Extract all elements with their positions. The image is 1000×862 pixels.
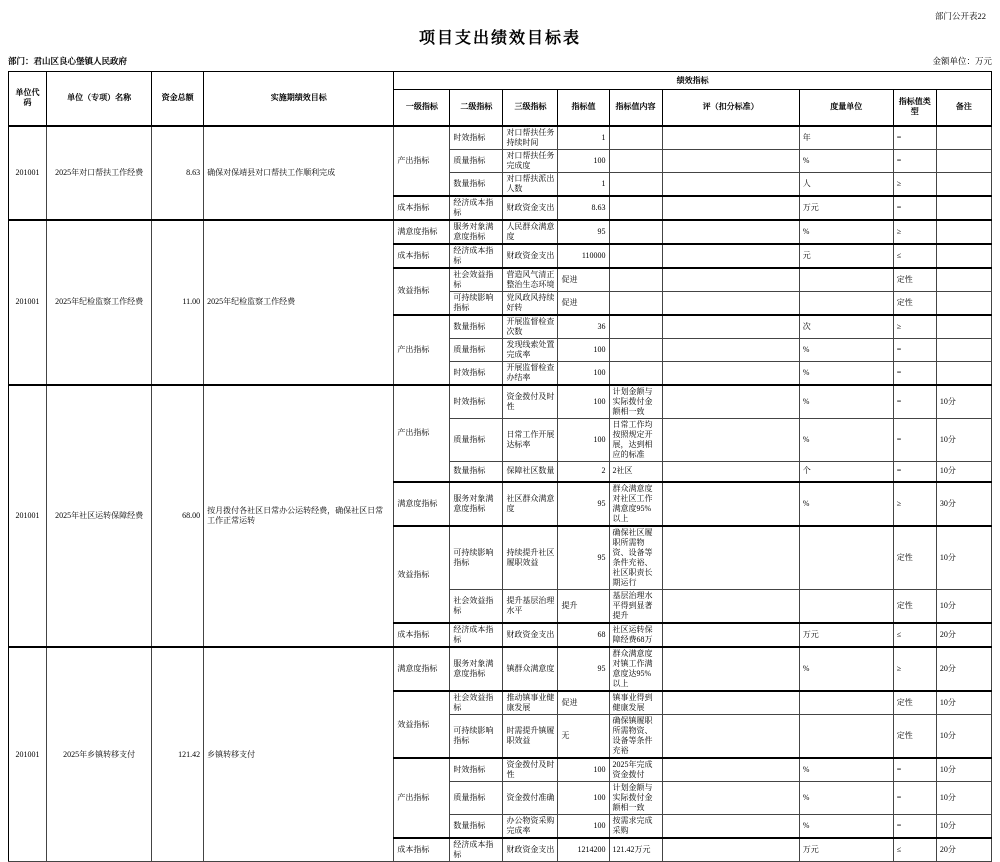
level1-cell: 成本指标 bbox=[394, 838, 450, 862]
type-cell: ≤ bbox=[893, 244, 936, 268]
value-cell: 1 bbox=[558, 126, 609, 150]
level2-cell: 数量指标 bbox=[450, 461, 503, 482]
value-cell: 1214200 bbox=[558, 838, 609, 862]
unit-code-cell: 201001 bbox=[9, 647, 47, 862]
level2-cell: 质量指标 bbox=[450, 338, 503, 361]
content-cell bbox=[609, 149, 662, 172]
level3-cell: 开展监督检查次数 bbox=[503, 315, 558, 339]
note-cell bbox=[936, 172, 991, 196]
type-cell: = bbox=[893, 196, 936, 220]
level2-cell: 经济成本指标 bbox=[450, 838, 503, 862]
level3-cell: 推动镇事业健康发展 bbox=[503, 691, 558, 715]
content-cell bbox=[609, 338, 662, 361]
header-amount: 资金总额 bbox=[152, 72, 204, 126]
unit-name-cell: 2025年对口帮扶工作经费 bbox=[47, 126, 152, 220]
level1-cell: 满意度指标 bbox=[394, 647, 450, 691]
type-cell: = bbox=[893, 461, 936, 482]
review-cell bbox=[662, 291, 799, 315]
level3-cell: 持续提升社区履职效益 bbox=[503, 526, 558, 590]
level2-cell: 时效指标 bbox=[450, 361, 503, 385]
header-row-1 bbox=[9, 72, 992, 90]
level3-cell: 资金拨付及时性 bbox=[503, 758, 558, 782]
value-cell: 促进 bbox=[558, 268, 609, 292]
value-cell: 95 bbox=[558, 647, 609, 691]
note-cell bbox=[936, 220, 991, 244]
level1-cell: 效益指标 bbox=[394, 526, 450, 623]
review-cell bbox=[662, 220, 799, 244]
header-perf-group: 绩效指标 bbox=[394, 72, 992, 90]
level1-cell: 成本指标 bbox=[394, 196, 450, 220]
content-cell bbox=[609, 244, 662, 268]
unit-code-cell: 201001 bbox=[9, 385, 47, 648]
type-cell: ≤ bbox=[893, 838, 936, 862]
level2-cell: 可持续影响指标 bbox=[450, 526, 503, 590]
value-cell: 无 bbox=[558, 715, 609, 759]
review-cell bbox=[662, 526, 799, 590]
type-cell: = bbox=[893, 149, 936, 172]
level2-cell: 可持续影响指标 bbox=[450, 715, 503, 759]
header-value-type: 指标值类型 bbox=[893, 90, 936, 126]
unit-measure-cell: % bbox=[799, 758, 893, 782]
unit-code-cell: 201001 bbox=[9, 126, 47, 220]
level1-cell: 满意度指标 bbox=[394, 482, 450, 526]
page-title: 项目支出绩效目标表 bbox=[418, 30, 581, 47]
header-value: 指标值 bbox=[558, 90, 609, 126]
amount-cell: 11.00 bbox=[152, 220, 204, 385]
note-cell bbox=[936, 268, 991, 292]
note-cell bbox=[936, 315, 991, 339]
review-cell bbox=[662, 647, 799, 691]
review-cell bbox=[662, 196, 799, 220]
unit-measure-cell: % bbox=[799, 782, 893, 815]
content-cell: 2社区 bbox=[609, 461, 662, 482]
level1-cell: 成本指标 bbox=[394, 244, 450, 268]
amount-cell: 8.63 bbox=[152, 126, 204, 220]
content-cell: 确保社区履职所需物资、设备等条件充裕、社区职责长期运行 bbox=[609, 526, 662, 590]
note-cell bbox=[936, 361, 991, 385]
corner-label: 部门公开表22 bbox=[934, 11, 986, 21]
level3-cell: 对口帮扶任务持续时间 bbox=[503, 126, 558, 150]
level3-cell: 对口帮扶派出人数 bbox=[503, 172, 558, 196]
type-cell: 定性 bbox=[893, 590, 936, 624]
amount-cell: 121.42 bbox=[152, 647, 204, 862]
type-cell: = bbox=[893, 815, 936, 839]
value-cell: 95 bbox=[558, 526, 609, 590]
content-cell bbox=[609, 268, 662, 292]
review-cell bbox=[662, 126, 799, 150]
content-cell: 基层治理水平得到显著提升 bbox=[609, 590, 662, 624]
type-cell: = bbox=[893, 418, 936, 461]
content-cell bbox=[609, 172, 662, 196]
level2-cell: 服务对象满意度指标 bbox=[450, 482, 503, 526]
type-cell: ≥ bbox=[893, 220, 936, 244]
unit-measure-cell: 年 bbox=[799, 126, 893, 150]
content-cell: 镇事业得到健康发展 bbox=[609, 691, 662, 715]
value-cell: 100 bbox=[558, 338, 609, 361]
level3-cell: 开展监督检查办结率 bbox=[503, 361, 558, 385]
value-cell: 100 bbox=[558, 758, 609, 782]
note-cell: 20分 bbox=[936, 838, 991, 862]
level2-cell: 社会效益指标 bbox=[450, 268, 503, 292]
value-cell: 95 bbox=[558, 482, 609, 526]
level1-cell: 产出指标 bbox=[394, 758, 450, 838]
unit-measure-cell: % bbox=[799, 149, 893, 172]
level2-cell: 质量指标 bbox=[450, 418, 503, 461]
header-goal: 实施期绩效目标 bbox=[204, 72, 394, 126]
value-cell: 促进 bbox=[558, 291, 609, 315]
type-cell: ≥ bbox=[893, 482, 936, 526]
note-cell: 10分 bbox=[936, 590, 991, 624]
level3-cell: 保障社区数量 bbox=[503, 461, 558, 482]
level2-cell: 数量指标 bbox=[450, 172, 503, 196]
type-cell: 定性 bbox=[893, 268, 936, 292]
note-cell bbox=[936, 291, 991, 315]
review-cell bbox=[662, 338, 799, 361]
level2-cell: 经济成本指标 bbox=[450, 244, 503, 268]
amount-unit-label: 金额单位：万元 bbox=[932, 56, 992, 66]
note-cell: 10分 bbox=[936, 815, 991, 839]
unit-measure-cell: % bbox=[799, 220, 893, 244]
unit-measure-cell: % bbox=[799, 338, 893, 361]
value-cell: 100 bbox=[558, 361, 609, 385]
note-cell bbox=[936, 244, 991, 268]
type-cell: = bbox=[893, 758, 936, 782]
level2-cell: 经济成本指标 bbox=[450, 196, 503, 220]
review-cell bbox=[662, 758, 799, 782]
review-cell bbox=[662, 623, 799, 647]
note-cell: 10分 bbox=[936, 461, 991, 482]
level1-cell: 成本指标 bbox=[394, 623, 450, 647]
level3-cell: 日常工作开展达标率 bbox=[503, 418, 558, 461]
table-row bbox=[9, 220, 992, 244]
review-cell bbox=[662, 590, 799, 624]
content-cell: 群众满意度对镇工作满意度达95%以上 bbox=[609, 647, 662, 691]
note-cell: 20分 bbox=[936, 647, 991, 691]
note-cell: 10分 bbox=[936, 758, 991, 782]
performance-target-table bbox=[8, 71, 992, 862]
review-cell bbox=[662, 715, 799, 759]
unit-measure-cell bbox=[799, 526, 893, 590]
level2-cell: 数量指标 bbox=[450, 815, 503, 839]
note-cell: 10分 bbox=[936, 526, 991, 590]
unit-measure-cell: 万元 bbox=[799, 623, 893, 647]
type-cell: = bbox=[893, 385, 936, 419]
goal-cell: 2025年纪检监察工作经费 bbox=[204, 220, 394, 385]
level1-cell: 效益指标 bbox=[394, 691, 450, 758]
unit-measure-cell bbox=[799, 590, 893, 624]
value-cell: 36 bbox=[558, 315, 609, 339]
review-cell bbox=[662, 838, 799, 862]
type-cell: 定性 bbox=[893, 526, 936, 590]
level3-cell: 资金拨付准确 bbox=[503, 782, 558, 815]
level2-cell: 数量指标 bbox=[450, 315, 503, 339]
level2-cell: 服务对象满意度指标 bbox=[450, 220, 503, 244]
type-cell: 定性 bbox=[893, 691, 936, 715]
level3-cell: 对口帮扶任务完成度 bbox=[503, 149, 558, 172]
note-cell: 10分 bbox=[936, 715, 991, 759]
header-note: 备注 bbox=[936, 90, 991, 126]
level2-cell: 社会效益指标 bbox=[450, 590, 503, 624]
unit-name-cell: 2025年纪检监察工作经费 bbox=[47, 220, 152, 385]
value-cell: 提升 bbox=[558, 590, 609, 624]
content-cell: 121.42万元 bbox=[609, 838, 662, 862]
level2-cell: 社会效益指标 bbox=[450, 691, 503, 715]
review-cell bbox=[662, 172, 799, 196]
level3-cell: 党风政风持续好转 bbox=[503, 291, 558, 315]
level2-cell: 经济成本指标 bbox=[450, 623, 503, 647]
content-cell bbox=[609, 220, 662, 244]
unit-measure-cell: % bbox=[799, 482, 893, 526]
type-cell: = bbox=[893, 126, 936, 150]
level3-cell: 财政资金支出 bbox=[503, 838, 558, 862]
type-cell: ≥ bbox=[893, 172, 936, 196]
review-cell bbox=[662, 691, 799, 715]
content-cell: 群众满意度对社区工作满意度95%以上 bbox=[609, 482, 662, 526]
type-cell: = bbox=[893, 361, 936, 385]
content-cell: 社区运转保障经费68万 bbox=[609, 623, 662, 647]
unit-measure-cell: % bbox=[799, 647, 893, 691]
unit-measure-cell: % bbox=[799, 418, 893, 461]
review-cell bbox=[662, 385, 799, 419]
unit-measure-cell: % bbox=[799, 385, 893, 419]
value-cell: 促进 bbox=[558, 691, 609, 715]
value-cell: 100 bbox=[558, 782, 609, 815]
header-review: 评（扣分标准） bbox=[662, 90, 799, 126]
type-cell: = bbox=[893, 338, 936, 361]
content-cell: 计划金额与实际拨付金额相一致 bbox=[609, 385, 662, 419]
value-cell: 100 bbox=[558, 385, 609, 419]
level2-cell: 时效指标 bbox=[450, 385, 503, 419]
content-cell: 计划金额与实际拨付金额相一致 bbox=[609, 782, 662, 815]
level2-cell: 服务对象满意度指标 bbox=[450, 647, 503, 691]
table-body bbox=[9, 126, 992, 862]
header-measure-unit: 度量单位 bbox=[799, 90, 893, 126]
level1-cell: 效益指标 bbox=[394, 268, 450, 315]
level3-cell: 财政资金支出 bbox=[503, 244, 558, 268]
value-cell: 100 bbox=[558, 149, 609, 172]
unit-measure-cell bbox=[799, 715, 893, 759]
content-cell: 2025年完成资金拨付 bbox=[609, 758, 662, 782]
amount-cell: 68.00 bbox=[152, 385, 204, 648]
note-cell bbox=[936, 338, 991, 361]
level3-cell: 资金拨付及时性 bbox=[503, 385, 558, 419]
level3-cell: 镇群众满意度 bbox=[503, 647, 558, 691]
level2-cell: 时效指标 bbox=[450, 126, 503, 150]
type-cell: 定性 bbox=[893, 291, 936, 315]
table-row bbox=[9, 126, 992, 150]
unit-measure-cell: 万元 bbox=[799, 838, 893, 862]
value-cell: 8.63 bbox=[558, 196, 609, 220]
review-cell bbox=[662, 461, 799, 482]
note-cell bbox=[936, 149, 991, 172]
type-cell: ≤ bbox=[893, 623, 936, 647]
note-cell: 20分 bbox=[936, 623, 991, 647]
department-label: 部门：君山区良心堡镇人民政府 bbox=[8, 56, 128, 66]
table-row bbox=[9, 385, 992, 419]
unit-measure-cell: % bbox=[799, 361, 893, 385]
header-unit-name: 单位（专项）名称 bbox=[47, 72, 152, 126]
type-cell: = bbox=[893, 782, 936, 815]
type-cell: ≥ bbox=[893, 315, 936, 339]
level1-cell: 满意度指标 bbox=[394, 220, 450, 244]
review-cell bbox=[662, 782, 799, 815]
level3-cell: 时需提升镇履职效益 bbox=[503, 715, 558, 759]
goal-cell: 乡镇转移支付 bbox=[204, 647, 394, 862]
review-cell bbox=[662, 268, 799, 292]
table-row bbox=[9, 647, 992, 691]
unit-measure-cell bbox=[799, 268, 893, 292]
unit-measure-cell: 个 bbox=[799, 461, 893, 482]
content-cell: 日常工作均按照规定开展，达到相应的标准 bbox=[609, 418, 662, 461]
value-cell: 110000 bbox=[558, 244, 609, 268]
review-cell bbox=[662, 149, 799, 172]
content-cell bbox=[609, 291, 662, 315]
meta-row bbox=[8, 55, 992, 67]
level3-cell: 提升基层治理水平 bbox=[503, 590, 558, 624]
level1-cell: 产出指标 bbox=[394, 385, 450, 483]
level3-cell: 财政资金支出 bbox=[503, 196, 558, 220]
review-cell bbox=[662, 315, 799, 339]
value-cell: 95 bbox=[558, 220, 609, 244]
unit-code-cell: 201001 bbox=[9, 220, 47, 385]
goal-cell: 按月拨付各社区日常办公运转经费，确保社区日常工作正常运转 bbox=[204, 385, 394, 648]
goal-cell: 确保对保靖县对口帮扶工作顺利完成 bbox=[204, 126, 394, 220]
unit-measure-cell: 元 bbox=[799, 244, 893, 268]
table-header bbox=[9, 72, 992, 126]
unit-measure-cell: 万元 bbox=[799, 196, 893, 220]
review-cell bbox=[662, 815, 799, 839]
level2-cell: 可持续影响指标 bbox=[450, 291, 503, 315]
level2-cell: 时效指标 bbox=[450, 758, 503, 782]
unit-name-cell: 2025年社区运转保障经费 bbox=[47, 385, 152, 648]
header-level1: 一级指标 bbox=[394, 90, 450, 126]
level2-cell: 质量指标 bbox=[450, 149, 503, 172]
value-cell: 1 bbox=[558, 172, 609, 196]
content-cell bbox=[609, 361, 662, 385]
note-cell bbox=[936, 126, 991, 150]
content-cell bbox=[609, 196, 662, 220]
header-level2: 二级指标 bbox=[450, 90, 503, 126]
level1-cell: 产出指标 bbox=[394, 126, 450, 196]
type-cell: ≥ bbox=[893, 647, 936, 691]
content-cell bbox=[609, 126, 662, 150]
note-cell: 10分 bbox=[936, 691, 991, 715]
level3-cell: 营造风气清正整治生态环境 bbox=[503, 268, 558, 292]
header-unit-code: 单位代码 bbox=[9, 72, 47, 126]
value-cell: 100 bbox=[558, 815, 609, 839]
level3-cell: 办公物资采购完成率 bbox=[503, 815, 558, 839]
unit-name-cell: 2025年乡镇转移支付 bbox=[47, 647, 152, 862]
unit-measure-cell: 次 bbox=[799, 315, 893, 339]
unit-measure-cell: % bbox=[799, 815, 893, 839]
level2-cell: 质量指标 bbox=[450, 782, 503, 815]
content-cell: 按需求完成采购 bbox=[609, 815, 662, 839]
level3-cell: 社区群众满意度 bbox=[503, 482, 558, 526]
level3-cell: 人民群众满意度 bbox=[503, 220, 558, 244]
type-cell: 定性 bbox=[893, 715, 936, 759]
header-level3: 三级指标 bbox=[503, 90, 558, 126]
note-cell: 10分 bbox=[936, 385, 991, 419]
content-cell bbox=[609, 315, 662, 339]
review-cell bbox=[662, 244, 799, 268]
value-cell: 2 bbox=[558, 461, 609, 482]
level1-cell: 产出指标 bbox=[394, 315, 450, 385]
review-cell bbox=[662, 482, 799, 526]
unit-measure-cell bbox=[799, 691, 893, 715]
note-cell: 10分 bbox=[936, 418, 991, 461]
unit-measure-cell bbox=[799, 291, 893, 315]
note-cell bbox=[936, 196, 991, 220]
unit-measure-cell: 人 bbox=[799, 172, 893, 196]
review-cell bbox=[662, 418, 799, 461]
note-cell: 10分 bbox=[936, 782, 991, 815]
review-cell bbox=[662, 361, 799, 385]
level3-cell: 财政资金支出 bbox=[503, 623, 558, 647]
header-value-content: 指标值内容 bbox=[609, 90, 662, 126]
value-cell: 68 bbox=[558, 623, 609, 647]
value-cell: 100 bbox=[558, 418, 609, 461]
content-cell: 确保镇履职所需物资、设备等条件充裕 bbox=[609, 715, 662, 759]
level3-cell: 发现线索处置完成率 bbox=[503, 338, 558, 361]
note-cell: 30分 bbox=[936, 482, 991, 526]
